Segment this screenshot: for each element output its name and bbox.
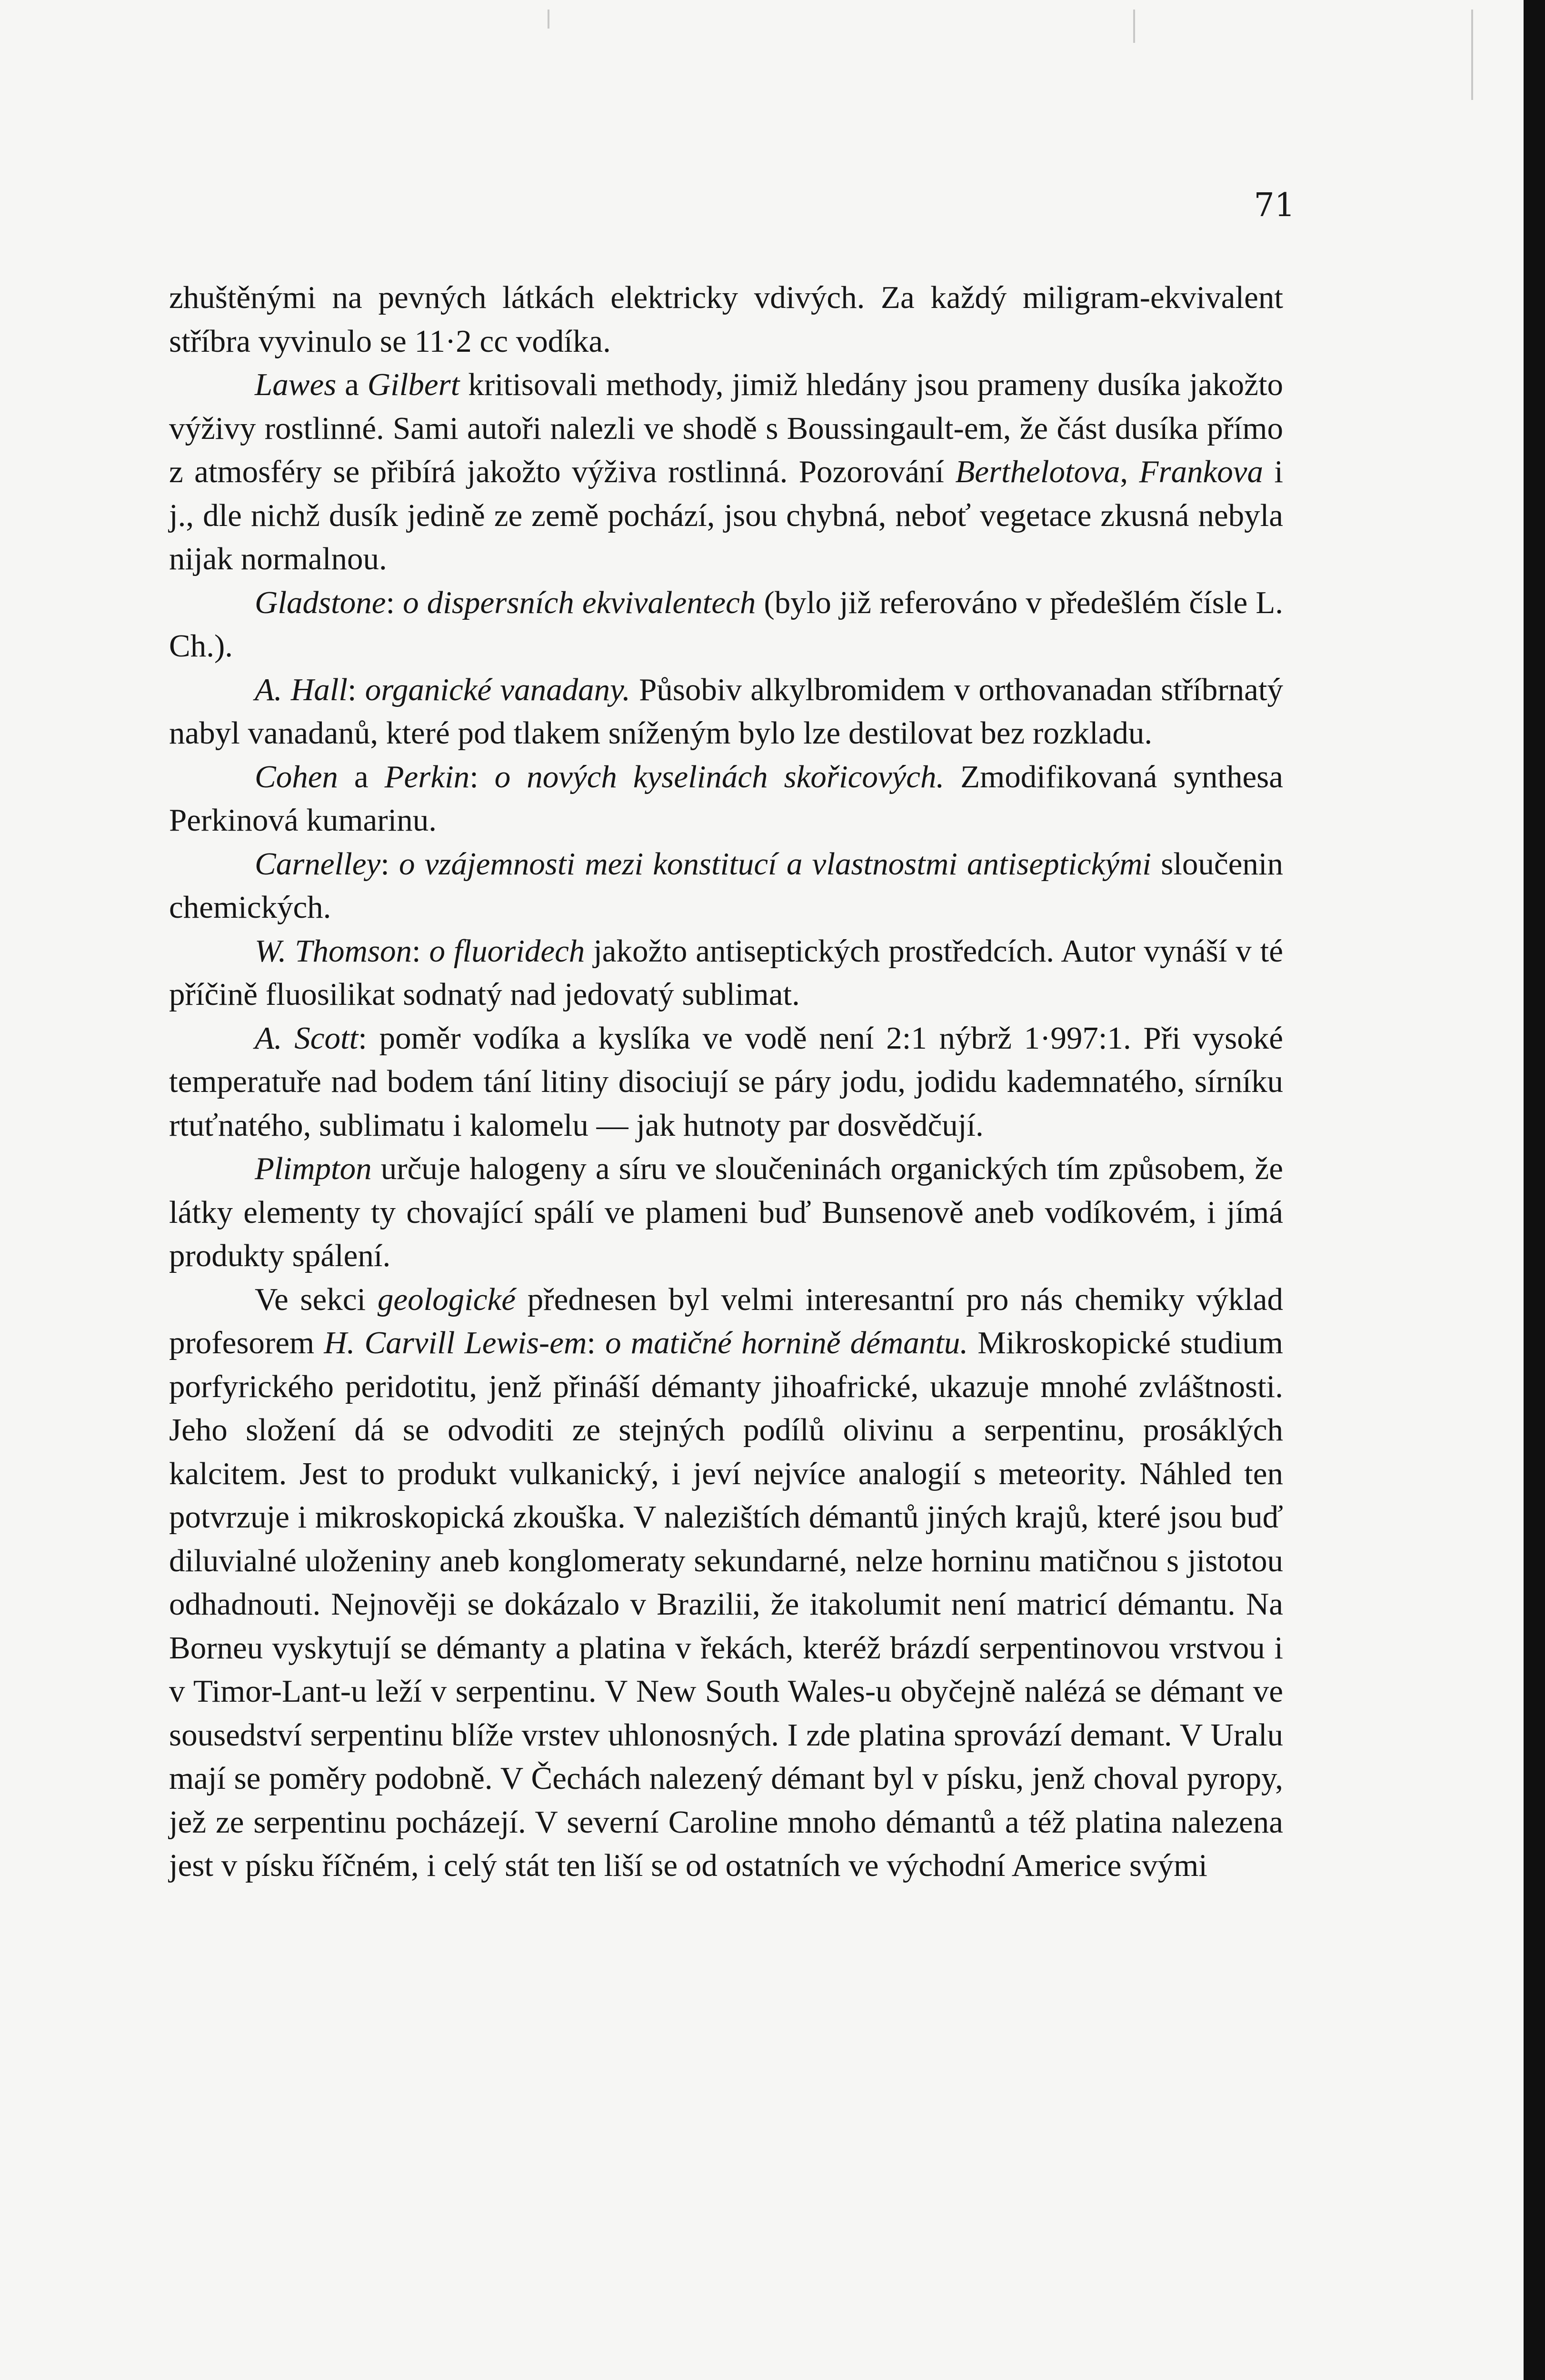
text-run: : poměr vodíka a kyslíka ve vodě není 2:1 nýbrž 1·997:1. Při vysoké temperatuře nad bodem tání litiny disociují se páry jodu, jodidu kademnatého, sírníku rtuťnatého, sublimatu i kalomelu — jak hutnoty par dosvědčují.: [169, 1020, 1283, 1143]
text-run: ,: [1120, 454, 1139, 489]
text-run: zhuštěnými na pevných látkách elektricky vdivých. Za každý miligram-ekvivalent stříbra vyvinulo se 11·2 cc vodíka.: [169, 280, 1283, 359]
text-run: Mikroskopické studium porfyrického peridotitu, jenž přináší démanty jihoafrické, ukazuje mnohé zvláštnosti. Jeho složení dá se odvoditi ze stejných podílů olivinu a serpentinu, prosáklých kalcitem. Jest to produkt vulkanický, i jeví nejvíce analogií s meteority. Náhled ten potvrzuje i mikroskopická zkouška. V nalezištích démantů jiných krajů, které jsou buď diluvialné uloženiny aneb konglomeraty sekundarné, nelze horninu matičnou s jistotou odhadnouti. Nejnověji se dokázalo v Brazilii, že itakolumit není matricí démantu. Na Borneu vyskytují se démanty a platina v řekách, kteréž brázdí serpentinovou vrstvou i v Timor-Lant-u leží v serpentinu. V New South Wales-u obyčejně nalézá se démant ve sousedství serpentinu blíže vrstev uhlonosných. I zde platina sprovází demant. V Uralu mají se poměry podobně. V Čechách nalezený démant byl v písku, jenž choval pyropy, jež ze serpentinu pocházejí. V severní Caroline mnoho démantů a též platina nalezena jest v písku říčném, i celý stát ten liší se od ostatních ve východní Americe svými: [169, 1325, 1283, 1883]
italic-text: W. Thomson: [255, 933, 412, 969]
italic-text: o fluoridech: [429, 933, 585, 969]
body-text: [169, 276, 1283, 1888]
scan-artifact: [548, 10, 549, 29]
scan-border-right: [1524, 0, 1545, 2380]
text-run: (bylo již referováno v předešlém čísle L. Ch.).: [169, 585, 1283, 664]
text-run: i j., dle nichž dusík jedině ze země pochází, jsou chybná, neboť vegetace zkusná nebyla nijak normalnou.: [169, 454, 1284, 576]
italic-text: Berthelotova: [955, 454, 1120, 489]
paragraph: [169, 1017, 1283, 1148]
italic-text: o nových kyselinách skořicových.: [494, 759, 945, 794]
paragraph: [169, 1147, 1283, 1278]
page-number: 71: [1254, 187, 1295, 224]
italic-text: A. Scott: [255, 1020, 359, 1056]
paragraph: [169, 276, 1283, 363]
text-run: :: [469, 759, 495, 794]
italic-text: H. Carvill Lewis-em: [324, 1325, 587, 1360]
italic-text: o dispersních ekvivalentech: [403, 585, 756, 620]
italic-text: geologické: [377, 1281, 516, 1317]
italic-text: Gladstone: [255, 585, 386, 620]
italic-text: Frankova: [1139, 454, 1263, 489]
paragraph: [169, 581, 1283, 668]
paragraph: [169, 363, 1283, 581]
paragraph: [169, 755, 1283, 843]
paragraph: [169, 843, 1283, 930]
italic-text: Gilbert: [367, 367, 460, 402]
paragraph: [169, 930, 1283, 1017]
text-run: určuje halogeny a síru ve sloučeninách organických tím způsobem, že látky elementy ty chovající spálí ve plameni buď Bunsenově aneb vodíkovém, i jímá produkty spálení.: [169, 1151, 1283, 1273]
italic-text: Plimpton: [255, 1151, 372, 1186]
text-run: :: [380, 846, 399, 882]
text-run: :: [587, 1325, 606, 1360]
text-run: Působiv alkylbromidem v orthovanadan stříbrnatý nabyl vanadanů, které pod tlakem sníženým bylo lze destilovat bez rozkladu.: [169, 672, 1283, 751]
italic-text: Cohen: [255, 759, 338, 794]
text-run: jakožto antiseptických prostředcích. Autor vynáší v té příčině fluosilikat sodnatý nad jedovatý sublimat.: [169, 933, 1283, 1012]
italic-text: o matičné hornině démantu.: [605, 1325, 968, 1360]
text-run: Zmodifikovaná synthesa Perkinová kumarinu.: [169, 759, 1283, 838]
text-run: a: [336, 367, 368, 402]
scan-artifact: [1471, 10, 1473, 100]
italic-text: A. Hall: [255, 672, 348, 707]
text-run: :: [412, 933, 429, 969]
paragraph: [169, 668, 1283, 755]
text-run: kritisovali methody, jimiž hledány jsou prameny dusíka jakožto výživy rostlinné. Sami autoři nalezli ve shodě s Boussingault-em, že část dusíka přímo z atmosféry se přibírá jakožto výživa rostlinná. Pozorování: [169, 367, 1283, 489]
text-run: sloučenin chemických.: [169, 846, 1283, 925]
italic-text: o vzájemnosti mezi konstitucí a vlastnostmi antiseptickými: [399, 846, 1152, 882]
text-run: a: [338, 759, 385, 794]
paragraph: [169, 1278, 1283, 1888]
italic-text: organické vanadany.: [365, 672, 630, 707]
text-run: :: [347, 672, 365, 707]
text-run: Ve sekci: [255, 1281, 378, 1317]
italic-text: Carnelley: [255, 846, 381, 882]
italic-text: Perkin: [384, 759, 470, 794]
text-run: :: [386, 585, 403, 620]
scan-artifact: [1133, 10, 1135, 43]
italic-text: Lawes: [255, 367, 337, 402]
text-run: přednesen byl velmi interesantní pro nás chemiky výklad profesorem: [169, 1281, 1283, 1360]
